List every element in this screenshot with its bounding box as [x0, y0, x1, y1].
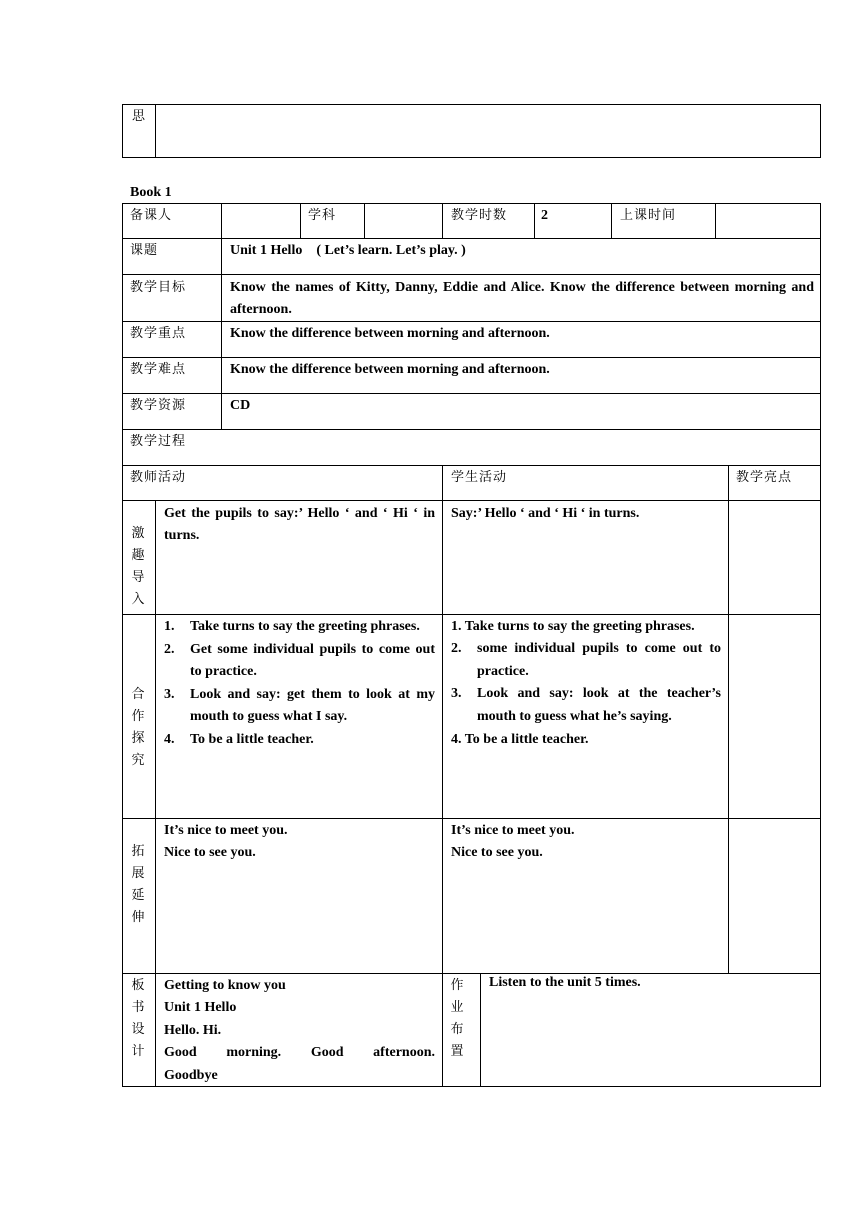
explore-section-label: 合 作 探 究 [131, 687, 145, 768]
key-point-label: 教学重点 [130, 326, 187, 341]
intro-section-label: 激 趣 导 入 [131, 526, 145, 607]
list-item: 2. some individual pupils to come out to practice. [451, 641, 721, 679]
preparer-label: 备课人 [130, 208, 173, 223]
extend-teacher-line-1: It’s nice to meet you. [164, 823, 288, 838]
list-item: 1. Take turns to say the greeting phrases. [164, 619, 420, 634]
board-section-label: 板 书 设 计 [131, 978, 145, 1059]
topic-value: Unit 1 Hello ( Let’s learn. Let’s play. ) [230, 243, 466, 258]
difficulty-value: Know the difference between morning and afternoon. [230, 362, 550, 377]
extend-teacher-line-2: Nice to see you. [164, 845, 256, 860]
student-activity-header: 学生活动 [451, 470, 508, 485]
goal-value: Know the names of Kitty, Danny, Eddie and Alice. Know the difference between morning and afternoon. [230, 280, 814, 317]
resource-label: 教学资源 [130, 398, 187, 413]
process-label: 教学过程 [130, 434, 187, 449]
list-item: 3. Look and say: get them to look at my mouth to guess what I say. [164, 686, 435, 724]
explore-teacher-list [164, 616, 435, 751]
difficulty-label: 教学难点 [130, 362, 187, 377]
topic-label: 课题 [130, 243, 159, 258]
extend-student-line-2: Nice to see you. [451, 845, 543, 860]
highlight-header: 教学亮点 [736, 470, 793, 485]
hours-value: 2 [541, 208, 548, 223]
extend-section-label: 拓 展 延 伸 [131, 844, 145, 925]
board-line-3: Hello. Hi. [164, 1023, 222, 1038]
list-item: 3. Look and say: look at the teacher’s mouth to guess what he’s saying. [451, 686, 721, 724]
goal-label: 教学目标 [130, 280, 187, 295]
reflection-label: 思 [132, 109, 147, 124]
hours-label: 教学时数 [451, 208, 508, 223]
list-item: 4. To be a little teacher. [164, 731, 314, 747]
extend-student-line-1: It’s nice to meet you. [451, 823, 575, 838]
subject-label: 学科 [308, 208, 337, 223]
time-label: 上课时间 [620, 208, 677, 223]
list-item: 2. Get some individual pupils to come out to practice. [164, 641, 435, 679]
explore-student-list [451, 638, 721, 728]
homework-label: 作 业 布 置 [450, 978, 464, 1059]
intro-teacher-activity: Get the pupils to say:’ Hello ‘ and ‘ Hi ‘ in turns. [164, 506, 435, 543]
board-line-1: Getting to know you [164, 978, 286, 993]
book-label: Book 1 [130, 185, 172, 200]
board-line-2: Unit 1 Hello [164, 1000, 237, 1015]
intro-student-activity: Say:’ Hello ‘ and ‘ Hi ‘ in turns. [451, 506, 640, 521]
resource-value: CD [230, 398, 251, 413]
explore-student-item-1: 1. Take turns to say the greeting phrases. [451, 619, 695, 634]
explore-student-item-4: 4. To be a little teacher. [451, 732, 589, 747]
board-line-4: Good morning. Good afternoon. [164, 1045, 435, 1060]
board-line-5: Goodbye [164, 1068, 218, 1083]
key-point-value: Know the difference between morning and afternoon. [230, 326, 550, 341]
teacher-activity-header: 教师活动 [130, 470, 187, 485]
homework-value: Listen to the unit 5 times. [489, 975, 641, 990]
